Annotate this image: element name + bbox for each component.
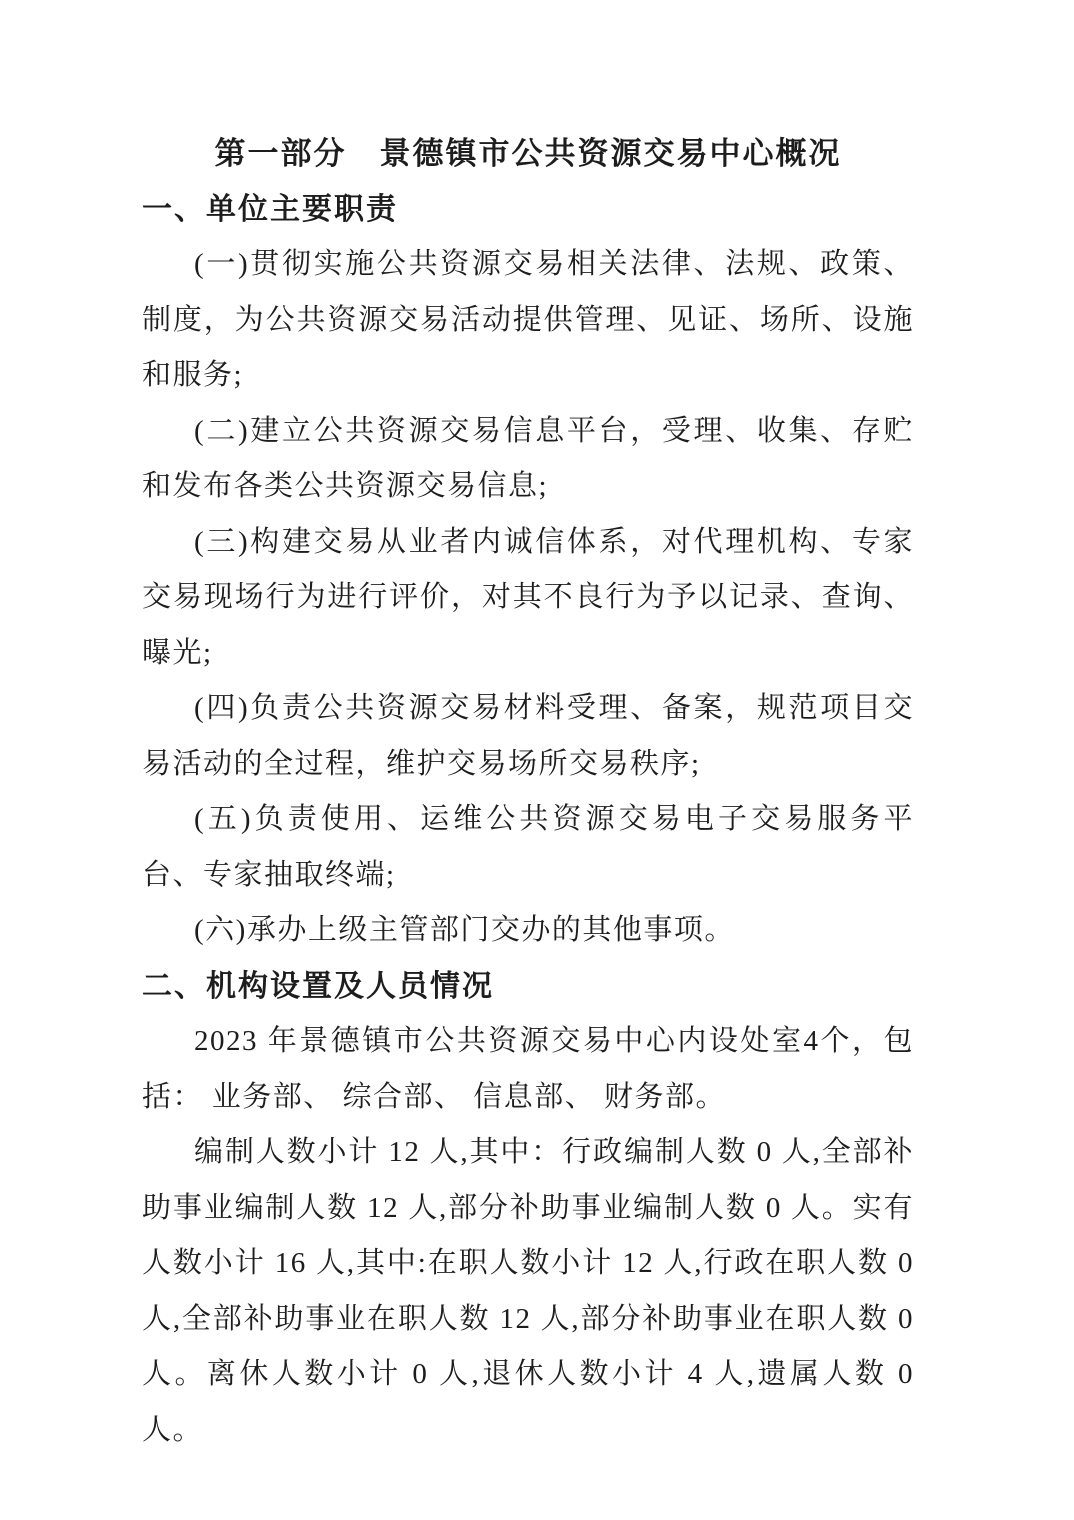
duty-paragraph-4: (四)负责公共资源交易材料受理、备案，规范项目交易活动的全过程，维护交易场所交易秩序; (142, 692, 914, 780)
duty-paragraph-2: (二)建立公共资源交易信息平台，受理、收集、存贮和发布各类公共资源交易信息; (142, 414, 914, 502)
duty-paragraph-5: (五)负责使用、运维公共资源交易电子交易服务平台、专家抽取终端; (142, 803, 914, 891)
section-heading-duties: 一、单位主要职责 (142, 192, 398, 226)
document-title: 第一部分 景德镇市公共资源交易中心概况 (214, 136, 842, 171)
duty-paragraph-6: (六)承办上级主管部门交办的其他事项。 (194, 914, 735, 946)
duty-paragraph-1: (一)贯彻实施公共资源交易相关法律、法规、政策、制度，为公共资源交易活动提供管理、见证、场所、设施和服务; (142, 248, 914, 391)
staffing-paragraph-headcount: 编制人数小计 12 人,其中：行政编制人数 0 人,全部补助事业编制人数 12 人,部分补助事业编制人数 0 人。实有人数小计 16 人,其中:在职人数小计 12 人,行政在职人数 0 人,全部补助事业在职人数 12 人,部分补助事业在职人数 0 人。离休人数小计 0 人,退休人数小计 4 人,遗属人数 0 人。 (142, 1136, 914, 1446)
duty-paragraph-3: (三)构建交易从业者内诚信体系，对代理机构、专家交易现场行为进行评价，对其不良行为予以记录、查询、曝光; (142, 525, 914, 669)
section-heading-staffing: 二、机构设置及人员情况 (142, 969, 494, 1003)
staffing-paragraph-departments: 2023 年景德镇市公共资源交易中心内设处室4个，包括： 业务部、 综合部、 信息部、 财务部。 (142, 1025, 914, 1113)
